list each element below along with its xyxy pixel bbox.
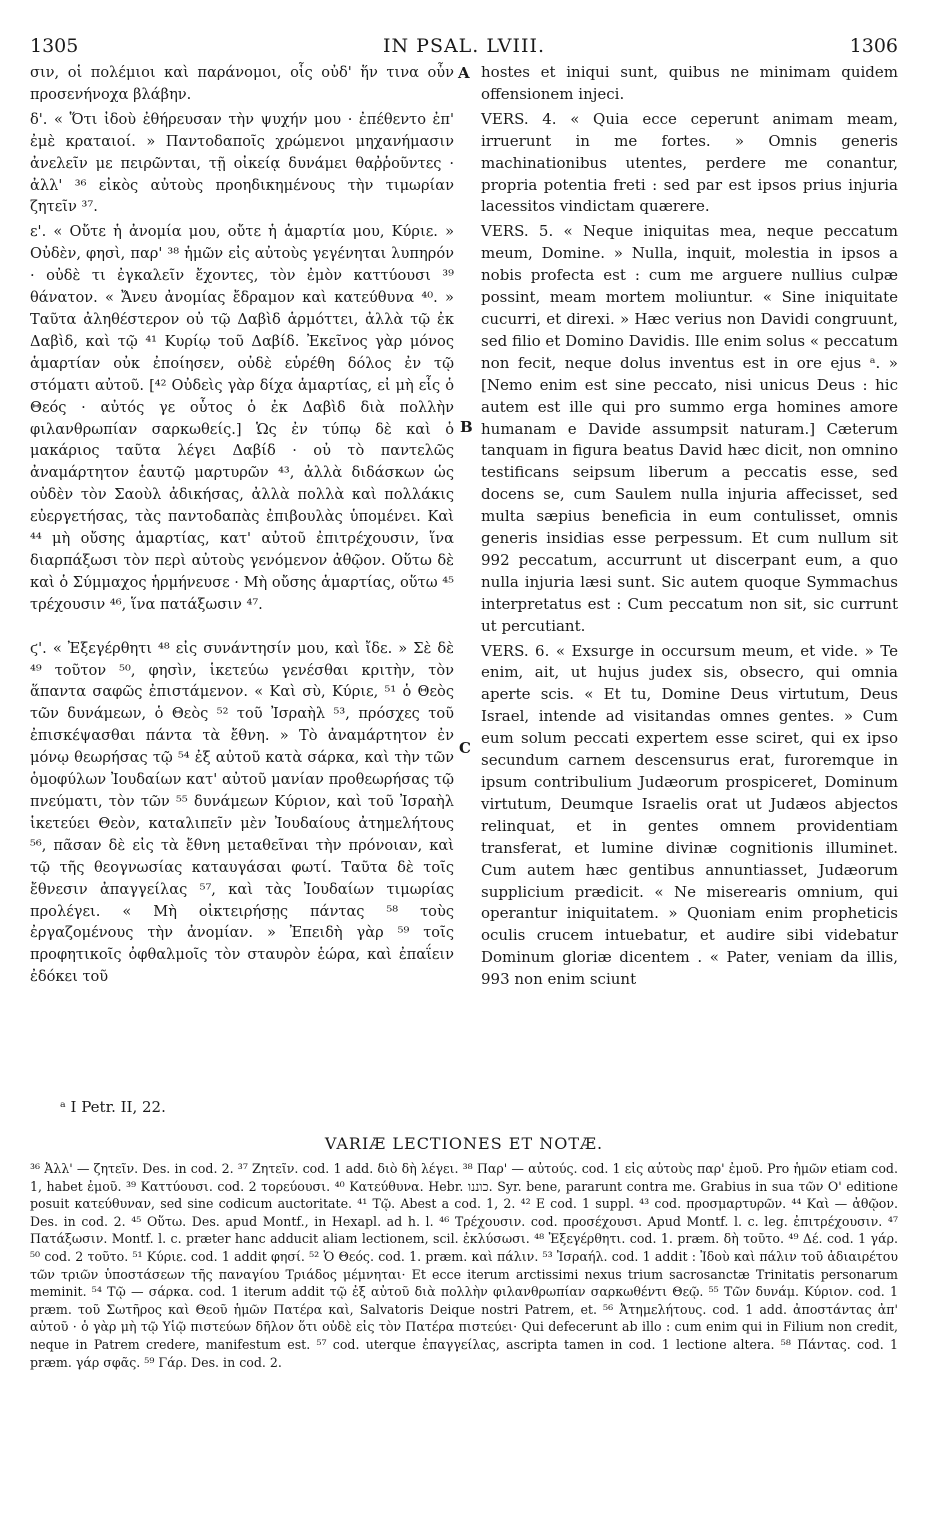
margin-letter-c: C <box>459 739 471 757</box>
page-number-right: 1306 <box>849 35 898 57</box>
margin-letter-b: B <box>460 418 473 436</box>
footnote: ᵃ I Petr. II, 22. <box>60 1098 166 1116</box>
variae-text: ³⁶ Ἀλλ' — ζητεῖν. Des. in cod. 2. ³⁷ Ζητεῖν. cod. 1 add. διὸ δὴ λέγει. ³⁸ Παρ' — αὐτούς. cod. 1 εἰς αὐτοὺς παρ' ἐμοῦ. Pro ἡμῶν etiam cod. 1, habet ἐμοῦ. ³⁹ Καττύουσι. cod. 2 τορεύουσι. ⁴⁰ Κατεύθυνα. Hebr. כוננו. Syr. bene, pararunt contra me. Grabius in sua τῶν Ο' editione posuit κατεύθυναν, sed sine codicum auctoritate. ⁴¹ Τῷ. Abest a cod. 1, 2. ⁴² E cod. 1 suppl. ⁴³ cod. προσμαρτυρῶν. ⁴⁴ Καὶ — ἀθῷον. Des. in cod. 2. ⁴⁵ Οὕτω. Des. apud Montf., in Hexapl. ad h. l. ⁴⁶ Τρέχουσιν. cod. προσέχουσι. Apud Montf. l. c. leg. ἐπιτρέχουσιν. ⁴⁷ Πατάξωσιν. Montf. l. c. præter hanc adducit aliam lectionem, scil. ἐκλύσωσι. ⁴⁸ Ἐξεγέρθητι. cod. 1. præm. δὴ τοῦτο. ⁴⁹ Δέ. cod. 1 γάρ. ⁵⁰ cod. 2 τοῦτο. ⁵¹ Κύριε. cod. 1 addit φησί. ⁵² Ὁ Θεός. cod. 1. præm. καὶ πάλιν. ⁵³ Ἰσραήλ. cod. 1 addit : Ἰδοὺ καὶ πάλιν τοῦ ἀδιαιρέτου τῶν τριῶν ὑποστάσεων τῆς παναγίου Τριάδος μέμνηται· Et ecce iterum arctissimi nexus trium sacrosanctæ Trinitatis personarum meminit. ⁵⁴ Τῷ — σάρκα. cod. 1 iterum addit τῷ ἐξ αὐτοῦ διὰ πολλὴν φιλανθρωπίαν σαρκωθέντι Θεῷ. ⁵⁵ Τῶν δυνάμ. Κύριον. cod. 1 præm. τοῦ Σωτῆρος καὶ Θεοῦ ἡμῶν Πατέρα καὶ, Salvatoris Deique nostri Patrem, et. ⁵⁶ Ἀτημελήτους. cod. 1 add. ἀποστάντας ἀπ' αὐτοῦ · ὁ γὰρ μὴ τῷ Υἱῷ πιστεύων δῆλον ὅτι οὐδὲ εἰς τὸν Πατέρα πιστεύει· Qui defecerunt ab illo : cum enim qui in Filium non credit, neque in Patrem credere, manifestum est. ⁵⁷ cod. uterque ἐπαγγείλας, ascripta tamen in cod. 1 lectione altera. ⁵⁸ Πάντας. cod. 1 præm. γάρ σφᾶς. ⁵⁹ Γάρ. Des. in cod. 2. <box>30 1161 898 1370</box>
variae-title: VARIÆ LECTIONES ET NOTÆ. <box>324 1134 604 1153</box>
page-header <box>30 34 898 60</box>
latin-paragraph: VERS. 5. « Neque iniquitas mea, neque peccatum meum, Domine. » Nulla, inquit, molestia in ipsos a nobis profecta est : cum me arguere nullius culpæ possint, meam mortem moliuntur. « Sine iniquitate cucurri, et direxi. » Hæc verius non Davidi congruunt, sed filio et Domino Davidis. Ille enim solus « peccatum non fecit, neque dolus inventus est in ore ejus ᵃ. » [Nemo enim est sine peccato, nisi unicus Deus : hic autem est ille qui pro summo erga homines amore humanam e Davide assumpsit naturam.] Cæterum tanquam in figura beatus David hæc dicit, non omnino testificans seipsum liberum a peccatis esse, sed docens se, cum Saulem nulla injuria affecisset, sed multa sæpius beneficia in eum contulisset, omnis generis insidias esse perpessum. Et cum nullum sit 992 peccatum, accurrunt ut discerpant eum, a quo nulla injuria læsi sunt. Sic autem quoque Symmachus interpretatus est : Cum peccatum non sit, sic currunt ut percutiant. <box>481 222 898 635</box>
greek-paragraph: ε'. « Οὔτε ἡ ἀνομία μου, οὔτε ἡ ἁμαρτία μου, Κύριε. » Οὐδὲν, φησὶ, παρ' ³⁸ ἡμῶν εἰς αὐτοὺς γεγένηται λυπηρόν · οὐδὲ τι ἐγκαλεῖν ἔχοντες, τὸν ἐμὸν καττύουσι ³⁹ θάνατον. « Ἄνευ ἀνομίας ἔδραμον καὶ κατεύθυνα ⁴⁰. » Ταῦτα ἀληθέστερον οὐ τῷ Δαβὶδ ἁρμόττει, ἀλλὰ τῷ ἐκ Δαβὶδ, καὶ τῷ ⁴¹ Κυρίῳ τοῦ Δαβίδ. Ἐκεῖνος γὰρ μόνος ἁμαρτίαν οὐκ ἐποίησεν, οὐδὲ εὑρέθη δόλος ἐν τῷ στόματι αὐτοῦ. [⁴² Οὐδεὶς γὰρ δίχα ἁμαρτίας, εἰ μὴ εἷς ὁ Θεός · αὐτός γε οὗτος ὁ ἐκ Δαβὶδ διὰ πολλὴν φιλανθρωπίαν σαρκωθείς.] Ὡς ἐν τύπῳ δὲ καὶ ὁ μακάριος ταῦτα λέγει Δαβίδ · οὐ τὸ παντελῶς ἀναμάρτητον ἑαυτῷ μαρτυρῶν ⁴³, ἀλλὰ διδάσκων ὡς οὐδὲν τὸν Σαοὺλ ἀδικήσας, ἀλλὰ πολλὰ καὶ πολλάκις εὐεργετήσας, τὰς παντοδαπὰς ἐπιβουλὰς ὑπομένει. Καὶ ⁴⁴ μὴ οὔσης ἁμαρτίας, κατ' αὐτοῦ ἐπιτρέχουσιν, ἵνα διαρπάξωσι τὸν περὶ αὐτοὺς γενόμενον ἀθῷον. Οὕτω δὲ καὶ ὁ Σύμμαχος ἡρμήνευσε · Μὴ οὔσης ἁμαρτίας, οὕτω ⁴⁵ τρέχουσιν ⁴⁶, ἵνα πατάξωσιν ⁴⁷. <box>30 223 454 613</box>
latin-paragraph: VERS. 6. « Exsurge in occursum meum, et vide. » Te enim, ait, ut hujus judex sis, obsecro, qui omnia aperte scis. « Et tu, Domine Deus virtutum, Deus Israel, intende ad visitandas omnes gentes. » Cum eum solum peccati expertem esse sciret, qui ex ipso secundum carnem descensurus erat, furoremque in ipsum contribulium Judæorum prospiceret, Dominum virtutum, Deumque Israelis orat ut Judæos abjectos relinquat, et in gentes omnem providentiam transferat, et lumine divinæ cognitionis illuminet. Cum autem hæc gentibus annuntiasset, Judæorum supplicium prædicit. « Ne miserearis omnium, qui operantur iniquitatem. » Quoniam enim propheticis oculis crucem intuebatur, et audire sibi videbatur Dominum gloriæ dicentem . « Pater, veniam da illis, 993 non enim sciunt <box>481 641 898 989</box>
greek-paragraph: ϛ'. « Ἐξεγέρθητι ⁴⁸ εἰς συνάντησίν μου, καὶ ἴδε. » Σὲ δὲ ⁴⁹ τοῦτον ⁵⁰, φησὶν, ἱκετεύω γενέσθαι κριτὴν, τὸν ἅπαντα σαφῶς ἐπιστάμενον. « Καὶ σὺ, Κύριε, ⁵¹ ὁ Θεὸς τῶν δυνάμεων, ὁ Θεὸς ⁵² τοῦ Ἰσραὴλ ⁵³, πρόσχες τοῦ ἐπισκέψασθαι πάντα τὰ ἔθνη. » Τὸ ἀναμάρτητον ἐν μόνῳ θεωρήσας τῷ ⁵⁴ ἐξ αὐτοῦ κατὰ σάρκα, καὶ τὴν τῶν ὁμοφύλων Ἰουδαίων κατ' αὐτοῦ μανίαν προθεωρήσας τῷ πνεύματι, τὸν τῶν ⁵⁵ δυνάμεων Κύριον, καὶ τοῦ Ἰσραὴλ ἱκετεύει Θεὸν, καταλιπεῖν μὲν Ἰουδαίους ἀτημελήτους ⁵⁶, πᾶσαν δὲ εἰς τὰ ἔθνη μεταθεῖναι τὴν πρόνοιαν, καὶ τῷ τῆς θεογνωσίας καταυγάσαι φωτί. Ταῦτα δὲ τοῖς ἔθνεσιν ἀπαγγείλας ⁵⁷, καὶ τὰς Ἰουδαίων τιμωρίας προλέγει. « Μὴ οἰκτειρήσῃς πάντας ⁵⁸ τοὺς ἐργαζομένους τὴν ἀνομίαν. » Ἐπειδὴ γὰρ ⁵⁹ τοῖς προφητικοῖς ὀφθαλμοῖς τὸν σταυρὸν ἑώρα, καὶ ἐπαΐειν ἐδόκει τοῦ <box>30 639 454 986</box>
greek-paragraph: σιν, οἱ πολέμιοι καὶ παράνομοι, οἷς οὐδ' ἥν τινα οὖν προσενήνοχα βλάβην. <box>30 64 454 103</box>
latin-paragraph: hostes et iniqui sunt, quibus ne minimam quidem offensionem injeci. <box>481 63 898 103</box>
latin-paragraph: VERS. 4. « Quia ecce ceperunt animam meam, irruerunt in me fortes. » Omnis generis machinationibus utentes, perdere me conantur, propria potentia freti : sed par est ipsos prius injuria lacessitos vindictam quærere. <box>481 109 898 216</box>
page-number-left: 1305 <box>30 35 79 57</box>
latin-column <box>481 62 898 991</box>
running-title: IN PSAL. LVIII. <box>382 35 546 57</box>
greek-paragraph: δ'. « Ὅτι ἰδοὺ ἐθήρευσαν τὴν ψυχήν μου · ἐπέθεντο ἐπ' ἐμὲ κραταιοί. » Παντοδαποῖς χρώμενοι μηχανήμασιν ἀνελεῖν με πειρῶνται, τῇ οἰκείᾳ δυνάμει θαῤῥοῦντες · ἀλλ' ³⁶ εἰκὸς αὐτοὺς προηδικημένους τὴν τιμωρίαν ζητεῖν ³⁷. <box>30 110 454 216</box>
variae-notes <box>30 1160 898 1371</box>
greek-column <box>30 62 454 988</box>
margin-letter-a: A <box>458 64 470 82</box>
